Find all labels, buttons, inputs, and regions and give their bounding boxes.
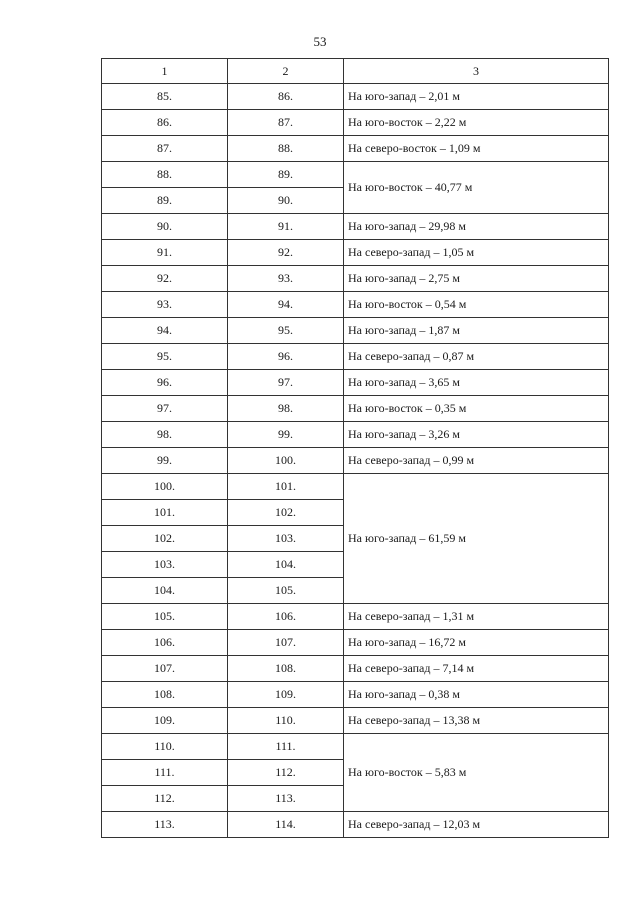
table-row: [102, 604, 609, 630]
point-to-cell: 107.: [228, 630, 344, 656]
point-from-cell: 89.: [102, 188, 228, 214]
point-to-cell: 108.: [228, 656, 344, 682]
point-from-cell: 90.: [102, 214, 228, 240]
table-row: [102, 422, 609, 448]
point-from-cell: 110.: [102, 734, 228, 760]
point-to-cell: 88.: [228, 136, 344, 162]
boundary-table: [101, 58, 609, 838]
direction-distance-cell: На юго-восток – 40,77 м: [344, 162, 609, 214]
table-row: [102, 396, 609, 422]
table-body: [102, 84, 609, 838]
point-to-cell: 112.: [228, 760, 344, 786]
point-from-cell: 88.: [102, 162, 228, 188]
point-from-cell: 112.: [102, 786, 228, 812]
direction-distance-cell: На юго-восток – 2,22 м: [344, 110, 609, 136]
table-row: [102, 448, 609, 474]
point-from-cell: 106.: [102, 630, 228, 656]
point-from-cell: 85.: [102, 84, 228, 110]
table-row: [102, 214, 609, 240]
point-to-cell: 113.: [228, 786, 344, 812]
table-row: [102, 708, 609, 734]
direction-distance-cell: На юго-запад – 3,65 м: [344, 370, 609, 396]
table-row: [102, 84, 609, 110]
point-from-cell: 91.: [102, 240, 228, 266]
header-col-3: 3: [344, 59, 609, 84]
direction-distance-cell: На северо-запад – 0,87 м: [344, 344, 609, 370]
table-row: [102, 630, 609, 656]
point-from-cell: 99.: [102, 448, 228, 474]
table-row: [102, 136, 609, 162]
table-row: [102, 812, 609, 838]
point-from-cell: 109.: [102, 708, 228, 734]
direction-distance-cell: На юго-запад – 0,38 м: [344, 682, 609, 708]
direction-distance-cell: На юго-запад – 2,01 м: [344, 84, 609, 110]
header-col-1: 1: [102, 59, 228, 84]
point-from-cell: 96.: [102, 370, 228, 396]
table-row: [102, 656, 609, 682]
header-col-2: 2: [228, 59, 344, 84]
point-to-cell: 91.: [228, 214, 344, 240]
direction-distance-cell: На юго-восток – 0,54 м: [344, 292, 609, 318]
point-to-cell: 114.: [228, 812, 344, 838]
point-from-cell: 95.: [102, 344, 228, 370]
point-from-cell: 111.: [102, 760, 228, 786]
direction-distance-cell: На юго-запад – 1,87 м: [344, 318, 609, 344]
point-from-cell: 105.: [102, 604, 228, 630]
point-to-cell: 109.: [228, 682, 344, 708]
direction-distance-cell: На юго-запад – 3,26 м: [344, 422, 609, 448]
table-row: [102, 292, 609, 318]
point-from-cell: 113.: [102, 812, 228, 838]
point-to-cell: 110.: [228, 708, 344, 734]
direction-distance-cell: На северо-запад – 1,05 м: [344, 240, 609, 266]
point-from-cell: 103.: [102, 552, 228, 578]
point-from-cell: 87.: [102, 136, 228, 162]
point-to-cell: 95.: [228, 318, 344, 344]
direction-distance-cell: На юго-запад – 2,75 м: [344, 266, 609, 292]
direction-distance-cell: На северо-запад – 7,14 м: [344, 656, 609, 682]
point-to-cell: 106.: [228, 604, 344, 630]
point-to-cell: 93.: [228, 266, 344, 292]
point-to-cell: 86.: [228, 84, 344, 110]
point-from-cell: 86.: [102, 110, 228, 136]
direction-distance-cell: На юго-запад – 16,72 м: [344, 630, 609, 656]
direction-distance-cell: На северо-восток – 1,09 м: [344, 136, 609, 162]
point-from-cell: 92.: [102, 266, 228, 292]
point-from-cell: 100.: [102, 474, 228, 500]
point-from-cell: 98.: [102, 422, 228, 448]
direction-distance-cell: На юго-восток – 5,83 м: [344, 734, 609, 812]
table-row: [102, 266, 609, 292]
point-to-cell: 104.: [228, 552, 344, 578]
page-number: 53: [313, 34, 327, 49]
point-to-cell: 94.: [228, 292, 344, 318]
direction-distance-cell: На юго-восток – 0,35 м: [344, 396, 609, 422]
point-to-cell: 87.: [228, 110, 344, 136]
table-row: [102, 110, 609, 136]
point-from-cell: 94.: [102, 318, 228, 344]
point-to-cell: 103.: [228, 526, 344, 552]
point-to-cell: 92.: [228, 240, 344, 266]
point-from-cell: 93.: [102, 292, 228, 318]
table-row: [102, 318, 609, 344]
point-from-cell: 97.: [102, 396, 228, 422]
table-row: [102, 682, 609, 708]
point-from-cell: 102.: [102, 526, 228, 552]
direction-distance-cell: На северо-запад – 13,38 м: [344, 708, 609, 734]
point-to-cell: 100.: [228, 448, 344, 474]
point-to-cell: 89.: [228, 162, 344, 188]
direction-distance-cell: На юго-запад – 61,59 м: [344, 474, 609, 604]
point-from-cell: 107.: [102, 656, 228, 682]
point-to-cell: 102.: [228, 500, 344, 526]
point-to-cell: 98.: [228, 396, 344, 422]
point-to-cell: 105.: [228, 578, 344, 604]
table-row: [102, 474, 609, 500]
direction-distance-cell: На северо-запад – 1,31 м: [344, 604, 609, 630]
table-row: [102, 734, 609, 760]
direction-distance-cell: На северо-запад – 12,03 м: [344, 812, 609, 838]
point-to-cell: 99.: [228, 422, 344, 448]
point-to-cell: 101.: [228, 474, 344, 500]
direction-distance-cell: На северо-запад – 0,99 м: [344, 448, 609, 474]
point-from-cell: 108.: [102, 682, 228, 708]
point-from-cell: 104.: [102, 578, 228, 604]
point-to-cell: 97.: [228, 370, 344, 396]
point-to-cell: 96.: [228, 344, 344, 370]
table-header-row: [102, 59, 609, 84]
point-from-cell: 101.: [102, 500, 228, 526]
point-to-cell: 111.: [228, 734, 344, 760]
direction-distance-cell: На юго-запад – 29,98 м: [344, 214, 609, 240]
point-to-cell: 90.: [228, 188, 344, 214]
table-row: [102, 344, 609, 370]
table-row: [102, 162, 609, 188]
table-row: [102, 240, 609, 266]
table-row: [102, 370, 609, 396]
